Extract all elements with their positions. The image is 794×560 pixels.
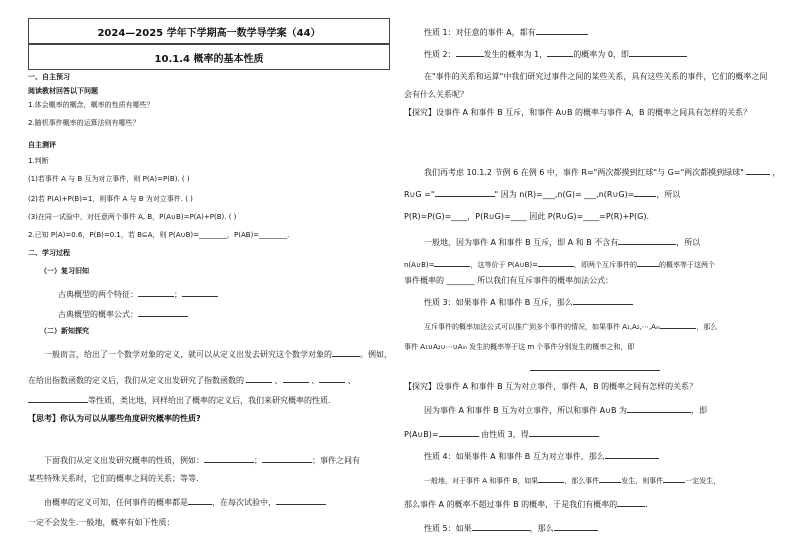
para-text: 一定发生，: [685, 477, 721, 485]
para-1-line-3: [28, 394, 331, 406]
blank[interactable]: [188, 496, 212, 505]
para-text: 性质 4：如果事件 A 和事件 B 互为对立事件，那么: [424, 452, 605, 461]
para-text: 那么事件 A 的概率不超过事件 B 的概率，于是我们有概率的: [404, 500, 618, 509]
para-text: 的概率为 0，即: [573, 50, 629, 59]
blank[interactable]: [637, 258, 659, 267]
section-heading-2: 二、学习过程: [28, 249, 70, 257]
disjoint-line-2: [404, 258, 715, 270]
para-1-line-2: 在给出指数函数的定义后，我们从定义出发研究了指数函数的 、 、 、: [28, 376, 356, 385]
section-subheading: 阅读教材回答以下问题: [28, 87, 98, 95]
blank[interactable]: [599, 474, 621, 483]
blank[interactable]: [547, 48, 573, 57]
blank[interactable]: [276, 496, 326, 505]
blank[interactable]: [634, 188, 656, 197]
blank[interactable]: [529, 428, 599, 437]
para-text: 的概率等于这两个: [658, 261, 715, 269]
question-2: 2.随机事件概率的运算法则有哪些？: [28, 119, 140, 127]
review-heading: （一）复习旧知: [40, 267, 89, 275]
blank[interactable]: [627, 404, 691, 413]
blank[interactable]: [617, 498, 645, 507]
para-text: ，在每次试验中，: [212, 498, 276, 507]
para-relation-2: 会有什么关系呢？: [404, 90, 468, 99]
blank[interactable]: [439, 428, 479, 437]
lesson-title: [28, 44, 390, 70]
blank[interactable]: [536, 26, 588, 35]
para-text: 因为事件 A 和事件 B 互为对立事件，所以和事件 A∪B 为: [424, 406, 628, 415]
blank[interactable]: [538, 258, 574, 267]
blank[interactable]: [283, 374, 309, 383]
blank[interactable]: [435, 188, 495, 197]
review-line-1: [58, 288, 218, 300]
para-1-line-1: [44, 348, 392, 360]
para-text: 性质 3：如果事件 A 和事件 B 互斥，那么: [424, 298, 573, 307]
self-test-heading: 自主测评: [28, 141, 56, 149]
judge-item-3: (3)在同一试验中，对任意两个事件 A, B，P(A∪B)=P(A)+P(B). ( ): [28, 213, 237, 221]
subset-line-2: 那么事件 A 的概率不超过事件 B 的概率，于是我们有概率的 .: [404, 500, 648, 509]
blank[interactable]: [456, 48, 484, 57]
para-text: 一般地，因为事件 A 和事件 B 互斥，即 A 和 B 不含有: [424, 238, 619, 247]
complement-line-2: [404, 428, 599, 440]
judge-item-1: (1)若事件 A 与 B 互为对立事件，则 P(A)=P(B). ( ): [28, 175, 190, 183]
blank[interactable]: [319, 374, 345, 383]
para-text: " 因为 n(R)=___,n(G)= ___,n(R∪G)=: [494, 190, 635, 199]
para-2-line-2: 某些特殊关系时，它们的概率之间的关系；等等.: [28, 474, 199, 483]
para-text: 。例如，: [360, 350, 392, 359]
property-5: [424, 522, 598, 534]
blank[interactable]: [138, 288, 174, 297]
para-text: ，所以: [656, 190, 681, 199]
question-1: 1.体会概率的概念，概率的性质有哪些？: [28, 101, 154, 109]
lesson-title-text: 10.1.4 概率的基本性质: [154, 53, 264, 65]
para-text: P(A∪B)=: [404, 430, 439, 439]
para-text: 下面我们从定义出发研究概率的性质，例如：: [44, 456, 204, 465]
blank[interactable]: [660, 320, 696, 329]
para-text: 等性质，类比地，同样给出了概率的定义后，我们来研究概率的性质.: [88, 396, 331, 405]
para-2-line-1: 下面我们从定义出发研究概率的性质，例如： ； ；事件之间有: [44, 456, 360, 465]
explore-prompt-2: 【探究】设事件 A 和事件 B 互为对立事件，事件 A，B 的概率之间有怎样的关系？: [404, 382, 698, 391]
para-text: ，那么: [529, 524, 554, 533]
example-line-3: P(R)=P(G)=____，P(R∪G)=____ 因此 P(R∪G)=____=P(R)+P(G).: [404, 212, 649, 221]
blank[interactable]: [434, 258, 470, 267]
worksheet-title-text: 2024—2025 学年下学期高一数学导学案（44）: [97, 27, 321, 39]
para-text: 我们再考虑 10.1.2 节例 6 在例 6 中，事件 R="两次都摸到红球"与 G="两次都摸到绿球": [424, 168, 744, 177]
review-sep: ；: [174, 290, 182, 299]
property-3: [424, 296, 633, 308]
para-text: ，即两个互斥事件的: [573, 261, 637, 269]
disjoint-line-3: 事件概率的 _______ 所以我们有互斥事件的概率加法公式：: [404, 276, 614, 285]
judge-heading: 1.判断: [28, 157, 49, 165]
para-text: 由概率的定义可知，任何事件的概率都是: [44, 498, 188, 507]
blank[interactable]: [554, 522, 598, 531]
review-line-2: [58, 308, 188, 320]
blank[interactable]: [182, 288, 218, 297]
disjoint-line-1: [424, 236, 700, 248]
subset-line-1: [424, 474, 720, 486]
blank[interactable]: [472, 522, 530, 531]
review-label-1: 古典概型的两个特征：: [58, 290, 138, 299]
complement-line-1: [424, 404, 707, 416]
para-text: ，即: [691, 406, 708, 415]
question-fill: 2.已知 P(A)=0.6，P(B)=0.1，若 B⊆A，则 P(A∪B)=________，P(AB)=________.: [28, 231, 290, 239]
para-text: ；事件之间有: [312, 456, 360, 465]
para-text: 一般而言，给出了一个数学对象的定义，就可以从定义出发去研究这个数学对象的: [44, 350, 332, 359]
explore-heading: （二）新知探究: [40, 327, 89, 335]
blank[interactable]: [746, 166, 770, 175]
para-text: 互斥事件的概率加法公式可以推广到多个事件的情况，如果事件 A₁,A₂,⋯,Aₘ: [424, 323, 661, 331]
para-text: ，所以: [676, 238, 701, 247]
example-line-2: [404, 188, 680, 200]
blank[interactable]: [618, 236, 676, 245]
para-text: 性质 2：: [424, 50, 456, 59]
para-text: 在给出指数函数的定义后，我们从定义出发研究了指数函数的: [28, 376, 244, 385]
think-prompt: 【思考】你认为可以从哪些角度研究概率的性质?: [28, 414, 201, 423]
para-text: R∪G =": [404, 190, 435, 199]
blank[interactable]: [204, 454, 254, 463]
para-text: 发生，则事件: [621, 477, 664, 485]
para-text: 发生的概率为 1，: [483, 50, 548, 59]
example-line-1: 我们再考虑 10.1.2 节例 6 在例 6 中，事件 R="两次都摸到红球"与 G="两次都摸到绿球" ，: [424, 168, 781, 177]
para-text: ，那么事件: [564, 477, 600, 485]
blank[interactable]: [28, 394, 88, 403]
blank[interactable]: [332, 348, 360, 357]
formula-blank-line[interactable]: [530, 370, 660, 371]
judge-item-2: (2)若 P(A)+P(B)=1，则事件 A 与 B 为对立事件. ( ): [28, 195, 193, 203]
para-relation-1: 在"事件的关系和运算"中我们研究过事件之间的某些关系，具有这些关系的事件，它们的概率之间: [424, 72, 768, 81]
blank[interactable]: [629, 48, 687, 57]
para-text: ，那么: [696, 323, 718, 331]
para-text: 一般地，对于事件 A 和事件 B，如果: [424, 477, 539, 485]
section-heading-1: 一、自主预习: [28, 73, 70, 81]
para-3-line-1: [44, 496, 326, 508]
property-4: [424, 450, 659, 462]
blank[interactable]: [573, 296, 633, 305]
blank[interactable]: [605, 450, 659, 459]
blank[interactable]: [138, 308, 188, 317]
blank[interactable]: [246, 374, 272, 383]
worksheet-title: [28, 18, 390, 44]
para-text: 由性质 3，得: [481, 430, 529, 439]
para-text: 性质 1：对任意的事件 A，都有: [424, 28, 536, 37]
blank[interactable]: [663, 474, 685, 483]
blank[interactable]: [538, 474, 564, 483]
blank[interactable]: [262, 454, 312, 463]
explore-prompt-1: 【探究】设事件 A 和事件 B 互斥，和事件 A∪B 的概率与事件 A，B 的概率之间具有怎样的关系？: [404, 108, 752, 117]
property-1: [424, 26, 588, 38]
extend-line-1: [424, 320, 717, 332]
para-3-line-2: 一定不会发生.一般地，概率有如下性质：: [28, 518, 175, 527]
para-text: 性质 5：如果: [424, 524, 472, 533]
review-label-2: 古典概型的概率公式：: [58, 310, 138, 319]
para-text: n(A∪B)=: [404, 261, 435, 269]
property-2: [424, 48, 687, 60]
extend-line-2: 事件 A₁∪A₂∪⋯∪Aₘ 发生的概率等于这 m 个事件分别发生的概率之和，即: [404, 343, 635, 351]
para-text: ，这等价于 P(A∪B)=: [470, 261, 538, 269]
